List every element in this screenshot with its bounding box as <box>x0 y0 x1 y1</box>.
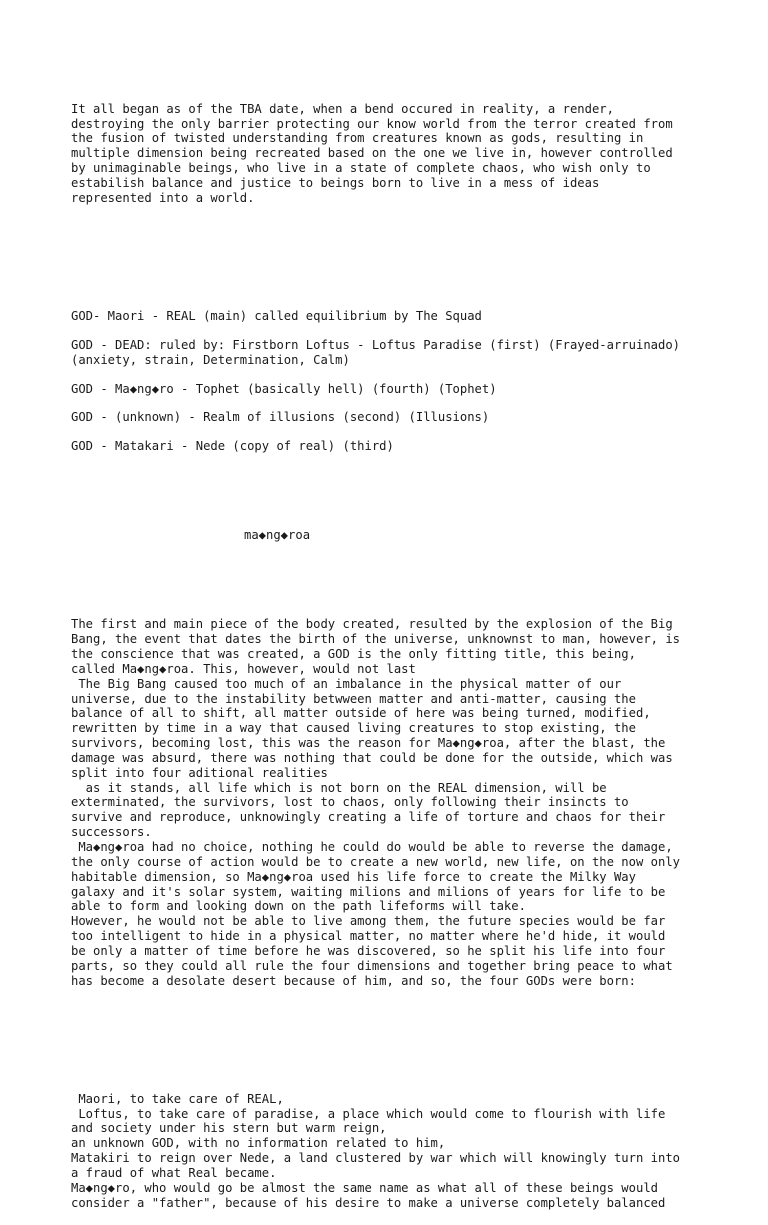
god-entry <box>71 309 711 324</box>
text-line: Bang, the event that dates the birth of the universe, unknownst to man, however, is <box>71 632 681 647</box>
text-line: the conscience that was created, a GOD is the only fitting title, this being, <box>71 647 636 661</box>
spacer <box>71 235 711 279</box>
text-line: GOD - Matakari - Nede (copy of real) (third) <box>71 439 394 454</box>
text-line: destroying the only barrier protecting our know world from the terror created from <box>71 116 673 131</box>
spacer <box>71 396 711 410</box>
text-line: Loftus, to take care of paradise, a place which would come to flourish with life <box>71 1106 666 1121</box>
god-entry <box>71 382 711 397</box>
text-line: GOD - (unknown) - Realm of illusions (second) (Illusions) <box>71 410 490 425</box>
text-line: survivors, becoming lost, this was the reason for Ma◆ng◆roa, after the blast, the <box>71 736 666 751</box>
text-line: exterminated, the survivors, lost to chaos, only following their insincts to <box>71 795 629 810</box>
text-line: Ma◆ng◆roa had no choice, nothing he could do would be able to reverse the damage, <box>71 839 673 854</box>
text-line: multiple dimension being recreated based on the one we live in, however controlled <box>71 146 673 161</box>
text-line: GOD - Ma◆ng◆ro - Tophet (basically hell) (fourth) (Tophet) <box>71 381 497 396</box>
spacer <box>71 425 711 439</box>
text-line: GOD - DEAD: ruled by: Firstborn Loftus - Loftus Paradise (first) (Frayed-arruinado) <box>71 337 681 352</box>
spacer <box>71 573 711 588</box>
text-line: successors. <box>71 825 152 840</box>
text-line: represented into a world. <box>71 190 255 205</box>
spacer <box>71 324 711 338</box>
text-line: universe, due to the instability betwween matter and anti-matter, causing the <box>71 691 636 706</box>
text-line: the only course of action would be to create a new world, new life, on the now only <box>71 854 681 869</box>
text-line: It all began as of the TBA date, when a bend occured in reality, a render, <box>71 101 614 116</box>
section-title: ma◆ng◆roa <box>244 528 311 543</box>
text-line: Maori, to take care of REAL, <box>71 1091 284 1106</box>
text-line: able to form and looking down on the path lifeforms will take. <box>71 899 526 914</box>
text-line: The Big Bang caused too much of an imbalance in the physical matter of our <box>71 676 622 691</box>
text-line: the fusion of twisted understanding from creatures known as gods, resulting in <box>71 131 644 146</box>
text-line: balance of all to shift, all matter outside of here was being turned, modified, <box>71 706 651 721</box>
text-line: a fraud of what Real became. <box>71 1166 277 1180</box>
text-line: by unimaginable beings, who live in a state of complete chaos, who wish only to <box>71 161 651 176</box>
text-line: survive and reproduce, unknowingly creating a life of torture and chaos for their <box>71 810 666 825</box>
story-paragraph <box>71 617 711 988</box>
text-line: galaxy and it's solar system, waiting milions and milions of years for life to be <box>71 884 666 899</box>
god-entry <box>71 338 711 368</box>
text-line: estabilish balance and justice to beings born to live in a mess of ideas <box>71 175 600 190</box>
text-line: as it stands, all life which is not born on the REAL dimension, will be <box>71 780 607 795</box>
text-line: rewritten by time in a way that caused living creatures to stop existing, the <box>71 721 636 736</box>
text-line: consider a "father", because of his desire to make a universe completely balanced <box>71 1195 666 1210</box>
spacer <box>71 368 711 382</box>
text-line: GOD- Maori - REAL (main) called equilibrium by The Squad <box>71 308 482 323</box>
text-line: Ma◆ng◆ro, who would go be almost the same name as what all of these beings would <box>71 1180 658 1195</box>
text-line: too intelligent to hide in a physical matter, no matter where he'd hide, it would <box>71 929 666 944</box>
text-line: has become a desolate desert because of him, and so, the four GODs were born: <box>71 973 636 988</box>
spacer <box>71 1018 711 1062</box>
text-line: The first and main piece of the body created, resulted by the explosion of the Big <box>71 617 673 632</box>
text-line: split into four aditional realities <box>71 765 328 780</box>
text-line: called Ma◆ng◆roa. This, however, would not last <box>71 661 416 676</box>
spacer <box>71 484 711 499</box>
text-line: habitable dimension, so Ma◆ng◆roa used his life force to create the Milky Way <box>71 869 636 884</box>
text-line: parts, so they could all rule the four dimensions and together bring peace to what <box>71 958 673 973</box>
intro-paragraph <box>71 102 711 206</box>
gods-list <box>71 309 711 454</box>
document-page <box>71 72 711 1225</box>
text-line: an unknown GOD, with no information related to him, <box>71 1136 446 1151</box>
four-gods-list <box>71 1092 711 1211</box>
god-entry <box>71 439 711 454</box>
god-entry <box>71 410 711 425</box>
text-line: (anxiety, strain, Determination, Calm) <box>71 352 350 367</box>
text-line: damage was absurd, there was nothing that could be done for the outside, which was <box>71 750 673 765</box>
text-line: and society under his stern but warm reign, <box>71 1121 387 1136</box>
text-line: be only a matter of time before he was discovered, so he split his life into four <box>71 943 666 958</box>
text-line: Matakiri to reign over Nede, a land clustered by war which will knowingly turn into <box>71 1151 681 1166</box>
text-line: However, he would not be able to live among them, the future species would be far <box>71 914 666 929</box>
